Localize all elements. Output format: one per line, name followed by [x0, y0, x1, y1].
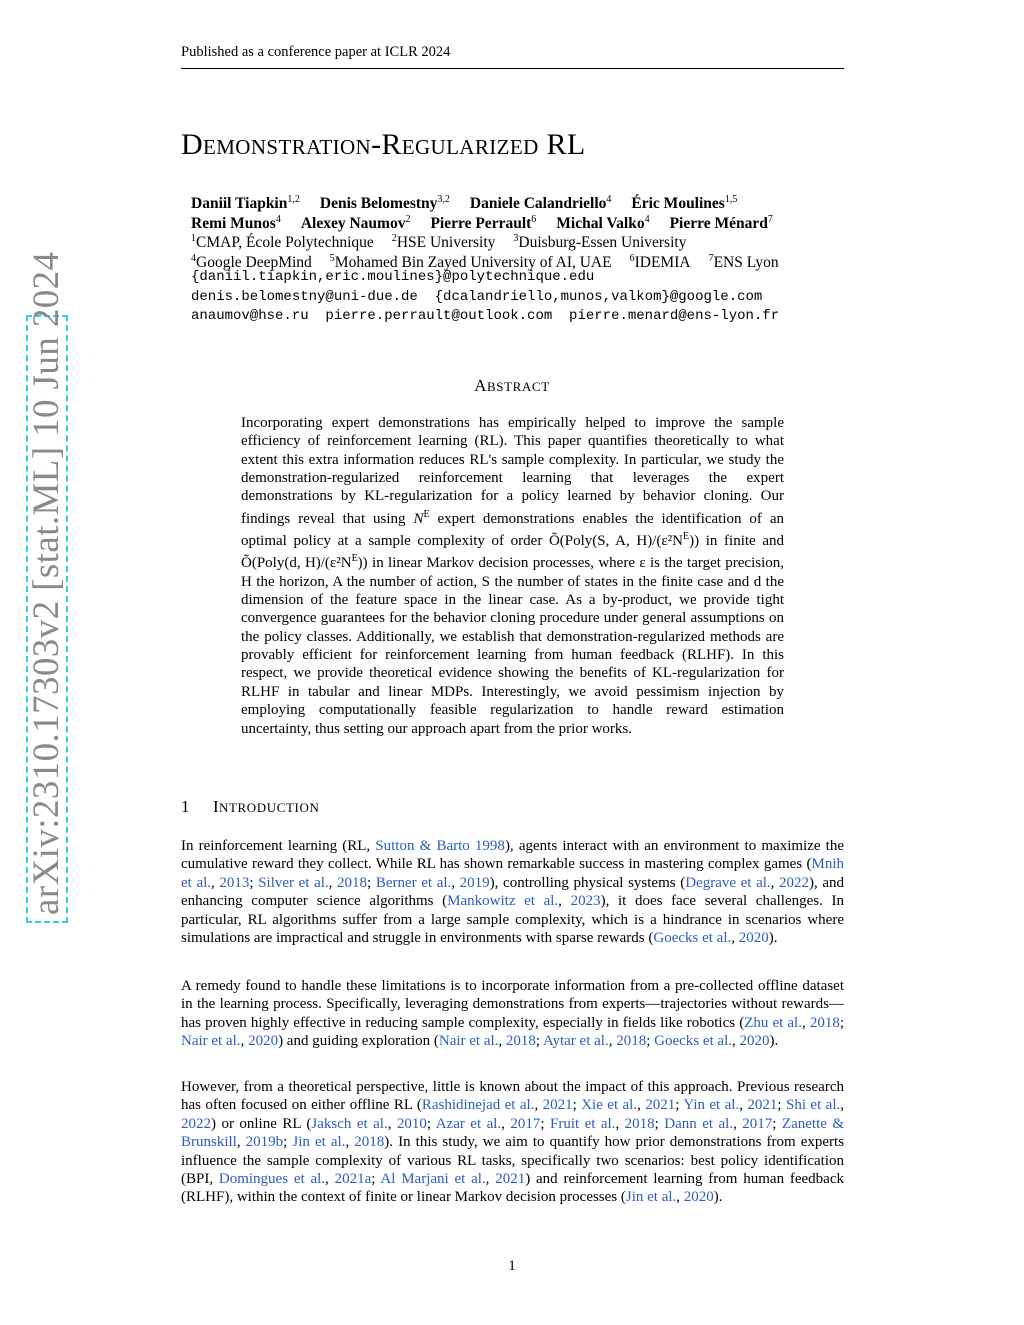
citation-link[interactable]: Rashidinejad et al.: [421, 1097, 535, 1114]
paragraph-text: ,: [840, 1097, 844, 1114]
paper-title: DEMONSTRATION-REGULARIZED RL: [181, 128, 586, 161]
abstract-heading: ABSTRACT: [474, 376, 550, 395]
author-affiliation-mark: 3,2: [437, 194, 450, 205]
citation-link[interactable]: 2010: [396, 1115, 427, 1132]
citation-link[interactable]: Berner et al.: [375, 874, 452, 891]
paragraph-text: A remedy found to handle these limitations is to incorporate information from a pre-collected offline dataset in the learning process. Specifically, leveraging demonstrations from experts—trajectories without rewards—has proven highly effective in reducing sample complexity, especially in fields like robotics (: [181, 978, 844, 1031]
citation-link[interactable]: 2018: [624, 1115, 655, 1132]
affiliation-mark: 6: [629, 252, 635, 264]
citation-link[interactable]: Silver et al.: [258, 874, 329, 891]
paragraph-text: ) or online RL (: [211, 1115, 312, 1132]
paragraph-text: ;: [371, 1171, 381, 1188]
author-name: Denis Belomestny: [319, 195, 438, 212]
author-name: Daniele Calandriello: [469, 195, 607, 212]
citation-link[interactable]: Nair et al.: [438, 1033, 499, 1050]
citation-link[interactable]: Zanette & Brunskill: [181, 1115, 845, 1151]
citation-link[interactable]: Dann et al.: [664, 1115, 734, 1132]
section-heading-introduction: 1 INTRODUCTION: [181, 797, 320, 816]
citation-link[interactable]: Fruit et al.: [549, 1115, 616, 1132]
affiliation-name: IDEMIA: [634, 253, 691, 271]
citation-link[interactable]: Mnih et al.: [181, 856, 844, 891]
running-header: Published as a conference paper at ICLR 2024: [181, 44, 844, 69]
paragraph-text: ;: [572, 1097, 582, 1114]
paragraph-text: ), and enhancing computer science algorithms (: [181, 874, 845, 910]
paragraph-text: ;: [535, 1033, 544, 1050]
citation-link[interactable]: Goecks et al.: [654, 1033, 733, 1050]
paragraph-text: ), agents interact with an environment to maximize the cumulative reward they collect. While RL has shown remarkable success in mastering complex games (: [181, 838, 844, 873]
paragraph-text: ;: [540, 1115, 550, 1132]
paragraph-text: ,: [325, 1171, 335, 1188]
citation-link[interactable]: Xie et al.: [581, 1097, 638, 1114]
paragraph-text: ;: [772, 1115, 782, 1132]
author-name: Alexey Naumov: [300, 214, 406, 232]
citation-link[interactable]: 2018: [616, 1033, 647, 1050]
email-line: denis.belomestny@uni-due.de {dcalandriello,munos,valkom}@google.com: [191, 288, 763, 305]
affiliation-mark: 5: [329, 252, 335, 264]
citation-link[interactable]: 2017: [742, 1115, 773, 1132]
citation-link[interactable]: Degrave et al.: [685, 874, 771, 891]
paragraph-text: ,: [731, 930, 739, 947]
paragraph-text: However, from a theoretical perspective, little is known about the impact of this approach. Previous research has often focused on either offline RL (: [181, 1079, 844, 1114]
citation-link[interactable]: 2013: [219, 874, 250, 891]
paragraph-text: ) and reinforcement learning from human feedback (RLHF), within the context of finite or linear Markov decision processes (: [181, 1171, 845, 1206]
paragraph-text: ).: [769, 1033, 779, 1050]
paragraph-text: ), controlling physical systems (: [489, 874, 686, 891]
paragraph-text: ,: [558, 893, 571, 910]
paragraph-text: ;: [654, 1115, 665, 1132]
citation-link[interactable]: 2023: [570, 893, 601, 910]
paragraph-text: ;: [777, 1097, 786, 1114]
paragraph-text: ,: [637, 1097, 646, 1114]
paragraph-text: ,: [739, 1097, 748, 1114]
citation-link[interactable]: Sutton & Barto 1998: [375, 838, 505, 854]
author-affiliation-mark: 7: [767, 213, 773, 225]
paragraph-text: ), it does face several challenges. In particular, RL algorithms suffer from a large sample complexity, which is a hindrance in scenarios where simulations are impractical and struggle in environments with sparse rewards (: [181, 893, 845, 947]
author-name: Pierre Perrault: [430, 214, 532, 232]
paragraph-text: ;: [426, 1115, 436, 1132]
paragraph-text: ,: [498, 1033, 506, 1050]
paragraph-text: ,: [501, 1115, 511, 1132]
author-affiliation-mark: 1,2: [287, 194, 300, 205]
author-name: Remi Munos: [191, 214, 276, 232]
paragraph-text: ).: [768, 930, 778, 947]
citation-link[interactable]: Yin et al.: [683, 1097, 740, 1114]
citation-link[interactable]: 2022: [779, 874, 810, 891]
paragraph-text: ,: [345, 1134, 355, 1151]
citation-link[interactable]: 2021: [542, 1097, 573, 1114]
affiliation-mark: 2: [391, 233, 397, 244]
author-name: Michal Valko: [556, 214, 645, 232]
paragraph-text: ,: [387, 1115, 397, 1132]
citation-link[interactable]: 2018: [354, 1134, 385, 1151]
affiliation-mark: 4: [191, 252, 196, 264]
paragraph-text: ,: [733, 1115, 743, 1132]
paragraph-text: ,: [732, 1033, 740, 1050]
paragraph-text: ,: [485, 1171, 496, 1188]
affiliation-name: HSE University: [396, 234, 496, 251]
author-affiliation-mark: 4: [606, 194, 612, 205]
citation-link[interactable]: Jaksch et al.: [311, 1115, 388, 1132]
citation-link[interactable]: 2021: [495, 1171, 526, 1188]
paragraph-text: ;: [283, 1134, 293, 1151]
affiliation-mark: 3: [513, 233, 519, 244]
citation-link[interactable]: Goecks et al.: [653, 930, 732, 947]
affiliation-name: ENS Lyon: [713, 253, 779, 271]
author-name: Daniil Tiapkin: [191, 195, 288, 212]
paragraph-text: ).: [713, 1189, 723, 1206]
paragraph-text: ,: [615, 1115, 625, 1132]
paragraph-text: ) and guiding exploration (: [278, 1033, 439, 1050]
paragraph-text: ,: [770, 874, 780, 891]
citation-link[interactable]: 2020: [739, 1033, 770, 1050]
paragraph-text: ,: [801, 1014, 810, 1031]
email-line: {daniil.tiapkin,eric.moulines}@polytechnique.edu: [191, 269, 595, 285]
paragraph-intro-3: [181, 1078, 844, 1207]
citation-link[interactable]: Jin et al.: [625, 1189, 677, 1206]
affiliation-name: Mohamed Bin Zayed University of AI, UAE: [334, 253, 612, 271]
citation-link[interactable]: 2020: [248, 1033, 279, 1050]
affiliation-row: [191, 249, 841, 269]
citation-link[interactable]: Shi et al.: [786, 1097, 841, 1114]
paragraph-intro-2: [181, 977, 844, 1051]
paragraph-text: ,: [211, 874, 220, 891]
paragraph-text: ,: [451, 874, 460, 891]
paragraph-text: ,: [676, 1189, 684, 1206]
arxiv-stamp: arXiv:2310.17303v2 [stat.ML] 10 Jun 2024: [26, 315, 68, 923]
citation-link[interactable]: 2020: [738, 930, 769, 947]
author-affiliation-mark: 6: [531, 213, 537, 225]
citation-link[interactable]: 2017: [510, 1115, 541, 1132]
affiliation-name: CMAP, École Polytechnique: [196, 234, 374, 251]
paragraph-text: ). In this study, we aim to quantify how prior demonstrations from experts influence the sample complexity of various RL tasks, specifically two scenarios: best policy identification (BPI,: [181, 1134, 845, 1188]
paragraph-text: ,: [328, 874, 338, 891]
citation-link[interactable]: Jin et al.: [292, 1134, 346, 1151]
paragraph-text: ,: [534, 1097, 543, 1114]
affiliation-mark: 1: [191, 233, 196, 244]
author-block: [191, 190, 841, 327]
paragraph-text: ;: [367, 874, 376, 891]
author-affiliation-mark: 1,5: [724, 194, 738, 205]
paragraph-text: ;: [646, 1033, 655, 1050]
citation-link[interactable]: 2018: [337, 874, 368, 891]
email-line: anaumov@hse.ru pierre.perrault@outlook.com pierre.menard@ens-lyon.fr: [191, 308, 780, 324]
author-name: Pierre Ménard: [669, 214, 768, 232]
paragraph-text: ;: [249, 874, 259, 891]
author-affiliation-mark: 2: [405, 213, 411, 225]
paragraph-text: ,: [240, 1033, 249, 1050]
author-row: [191, 210, 841, 230]
citation-link[interactable]: Azar et al.: [435, 1115, 502, 1132]
citation-link[interactable]: 2022: [181, 1115, 211, 1132]
paragraph-text: ;: [839, 1014, 844, 1031]
page-number: 1: [508, 1258, 516, 1274]
affiliation-name: Google DeepMind: [196, 253, 312, 271]
paragraph-text: ,: [236, 1134, 246, 1151]
author-affiliation-mark: 4: [644, 213, 650, 225]
citation-link[interactable]: 2021a: [334, 1171, 372, 1188]
citation-link[interactable]: Mankowitz et al.: [447, 893, 559, 910]
paragraph-intro-1: [181, 837, 844, 947]
citation-link[interactable]: Aytar et al.: [543, 1033, 609, 1050]
author-row: [191, 190, 841, 210]
citation-link[interactable]: 2019: [459, 874, 490, 891]
author-name: Éric Moulines: [631, 195, 725, 212]
citation-link[interactable]: 2018: [505, 1033, 536, 1050]
citation-link[interactable]: 2021: [645, 1097, 676, 1114]
abstract-body: Incorporating expert demonstrations has empirically helped to improve the sample efficiency of reinforcement learning (RL). This paper quantifies theoretically to what extent this extra information reduces RL's sample complexity. In particular, we study the demonstration-regularized reinforcement learning that leverages the expert demonstrations by KL-regularization for a policy learned by behavior cloning. Our findings reveal that using $N^E$ expert demonstrations enables the identification of an optimal policy at a sample complexity of order Õ(Poly(S, A, $H)/(\varepsilon^2N^E)$) in finite and Õ(Poly(d, $H)/(\varepsilon^2N^E)$) in linear Markov decision processes, where ε is the target precision, H the horizon, A the number of action, S the number of states in the finite case and d the dimension of the feature space in the linear case. As a by-product, we provide tight convergence guarantees for the behavior cloning procedure under general assumptions on the policy classes. Additionally, we establish that demonstration-regularized methods are provably efficient for reinforcement learning from human feedback (RLHF). In this respect, we provide theoretical evidence showing the benefits of KL-regularization for RLHF in tabular and linear MDPs. Interestingly, we avoid pessimism injection by employing computationally feasible regularization to handle reward estimation uncertainty, thus setting our approach apart from the prior works.: [241, 415, 784, 737]
paragraph-text: ,: [608, 1033, 617, 1050]
citation-link[interactable]: Al Marjani et al.: [380, 1171, 486, 1188]
author-affiliation-mark: 4: [275, 213, 281, 225]
citation-link[interactable]: Nair et al.: [181, 1033, 241, 1050]
affiliation-name: Duisburg-Essen University: [518, 234, 687, 251]
citation-link[interactable]: Zhu et al.: [744, 1014, 802, 1031]
citation-link[interactable]: 2020: [683, 1189, 714, 1206]
citation-link[interactable]: 2018: [809, 1014, 840, 1031]
paragraph-text: ;: [675, 1097, 684, 1114]
citation-link[interactable]: 2019b: [245, 1134, 284, 1151]
affiliation-mark: 7: [708, 252, 714, 264]
citation-link[interactable]: 2021: [747, 1097, 778, 1114]
paragraph-text: In reinforcement learning (RL,: [181, 838, 376, 854]
citation-link[interactable]: Domingues et al.: [218, 1171, 326, 1188]
